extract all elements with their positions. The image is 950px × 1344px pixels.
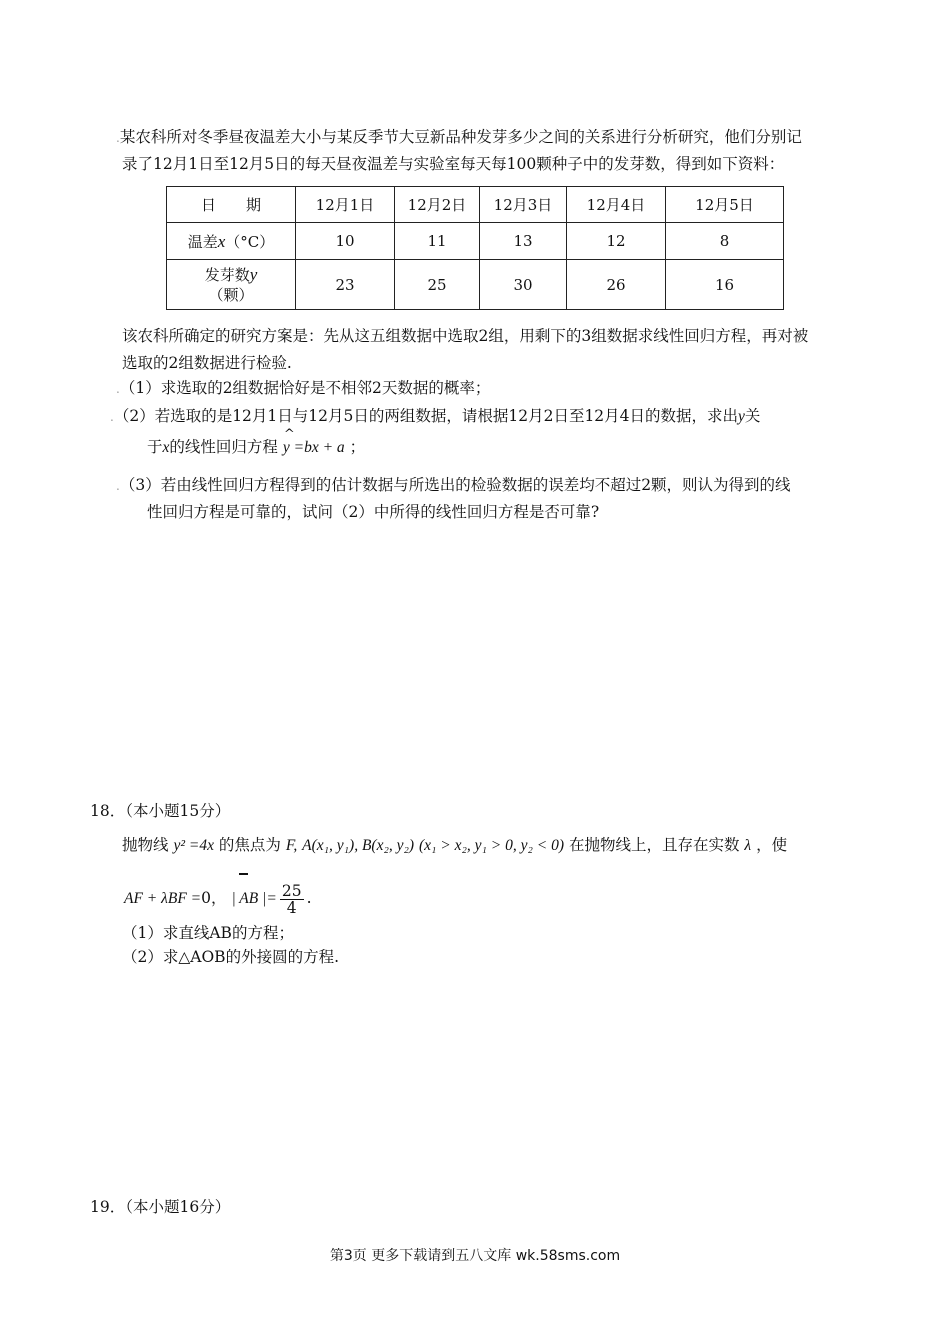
problem18-line1: 抛物线 y² =4x 的焦点为 F, A(x₁, y₁), B(x₂, y₂) (x₁ > x₂, y₁ > 0, y₂ < 0) 在抛物线上，且存在实数 λ ，使 <box>122 836 788 854</box>
problem17-plan-line2: 选取的2组数据进行检验. <box>122 354 292 372</box>
problem17-question1: .（1）求选取的2组数据恰好是不相邻2天数据的概率； <box>116 379 491 397</box>
table-row-label: 发芽数y （颗） <box>167 260 296 310</box>
table-row-header <box>167 187 784 223</box>
problem18-line2: AF + λBF =0， | AB |= $\frac{25}{4}$ . <box>124 881 312 917</box>
problem17-question2-line1: .（2）若选取的是12月1日与12月5日的两组数据，请根据12月2日至12月4日的数据，求出y关 <box>110 407 761 425</box>
table-cell: 13 <box>480 223 567 260</box>
problem17-question3-line1: .（3）若由线性回归方程得到的估计数据与所选出的检验数据的误差均不超过2颗，则认为得到的线 <box>116 476 791 494</box>
table-row-temp <box>167 223 784 260</box>
table-row-label: 温差x（°C） <box>167 223 296 260</box>
paragraph-mark-icon: . <box>116 479 120 493</box>
problem17-question2-line2: 于x的线性回归方程 ^ y =bx + a ； <box>147 436 365 459</box>
table-header-cell: 12月1日 <box>296 187 395 223</box>
table-header-cell: 12月5日 <box>666 187 784 223</box>
problem18-question1: （1）求直线AB的方程； <box>122 924 294 942</box>
table-cell: 10 <box>296 223 395 260</box>
table-cell: 30 <box>480 260 567 310</box>
table-cell: 16 <box>666 260 784 310</box>
table-cell: 25 <box>395 260 480 310</box>
problem17-intro-line1: .某农科所对冬季昼夜温差大小与某反季节大豆新品种发芽多少之间的关系进行分析研究，他们分别记 <box>116 128 802 146</box>
table-cell: 12 <box>567 223 666 260</box>
problem17-plan-line1: 该农科所确定的研究方案是：先从这五组数据中选取2组，用剩下的3组数据求线性回归方程，再对被 <box>122 327 809 345</box>
paragraph-mark-icon: . <box>110 410 114 424</box>
table-cell: 11 <box>395 223 480 260</box>
hat-icon: ^ <box>283 427 295 442</box>
table-cell: 8 <box>666 223 784 260</box>
table-cell: 26 <box>567 260 666 310</box>
vector-arrow-icon <box>239 873 248 875</box>
table-header-cell: 日 期 <box>167 187 296 223</box>
problem18-question2: （2）求△AOB的外接圆的方程. <box>122 948 340 966</box>
regression-equation: ^ y =bx + a <box>283 436 345 459</box>
page-footer: 第3页 更多下载请到五八文库 wk.58sms.com <box>329 1248 621 1264</box>
paragraph-mark-icon: . <box>116 131 120 145</box>
problem17-intro-line2: 录了12月1日至12月5日的每天昼夜温差与实验室每天每100颗种子中的发芽数，得到如下资料： <box>122 155 785 173</box>
fraction: $\frac{25}{4}$ <box>281 881 302 917</box>
problem18-heading: 18．（本小题15分） <box>90 802 231 820</box>
table-cell: 23 <box>296 260 395 310</box>
data-table <box>166 186 784 310</box>
problem17-question3-line2: 性回归方程是可靠的，试问（2）中所得的线性回归方程是否可靠? <box>147 503 600 521</box>
paragraph-mark-icon: . <box>116 382 120 396</box>
table-row-germ <box>167 260 784 310</box>
table-header-cell: 12月3日 <box>480 187 567 223</box>
table-header-cell: 12月2日 <box>395 187 480 223</box>
problem19-heading: 19．（本小题16分） <box>90 1198 231 1216</box>
table-header-cell: 12月4日 <box>567 187 666 223</box>
